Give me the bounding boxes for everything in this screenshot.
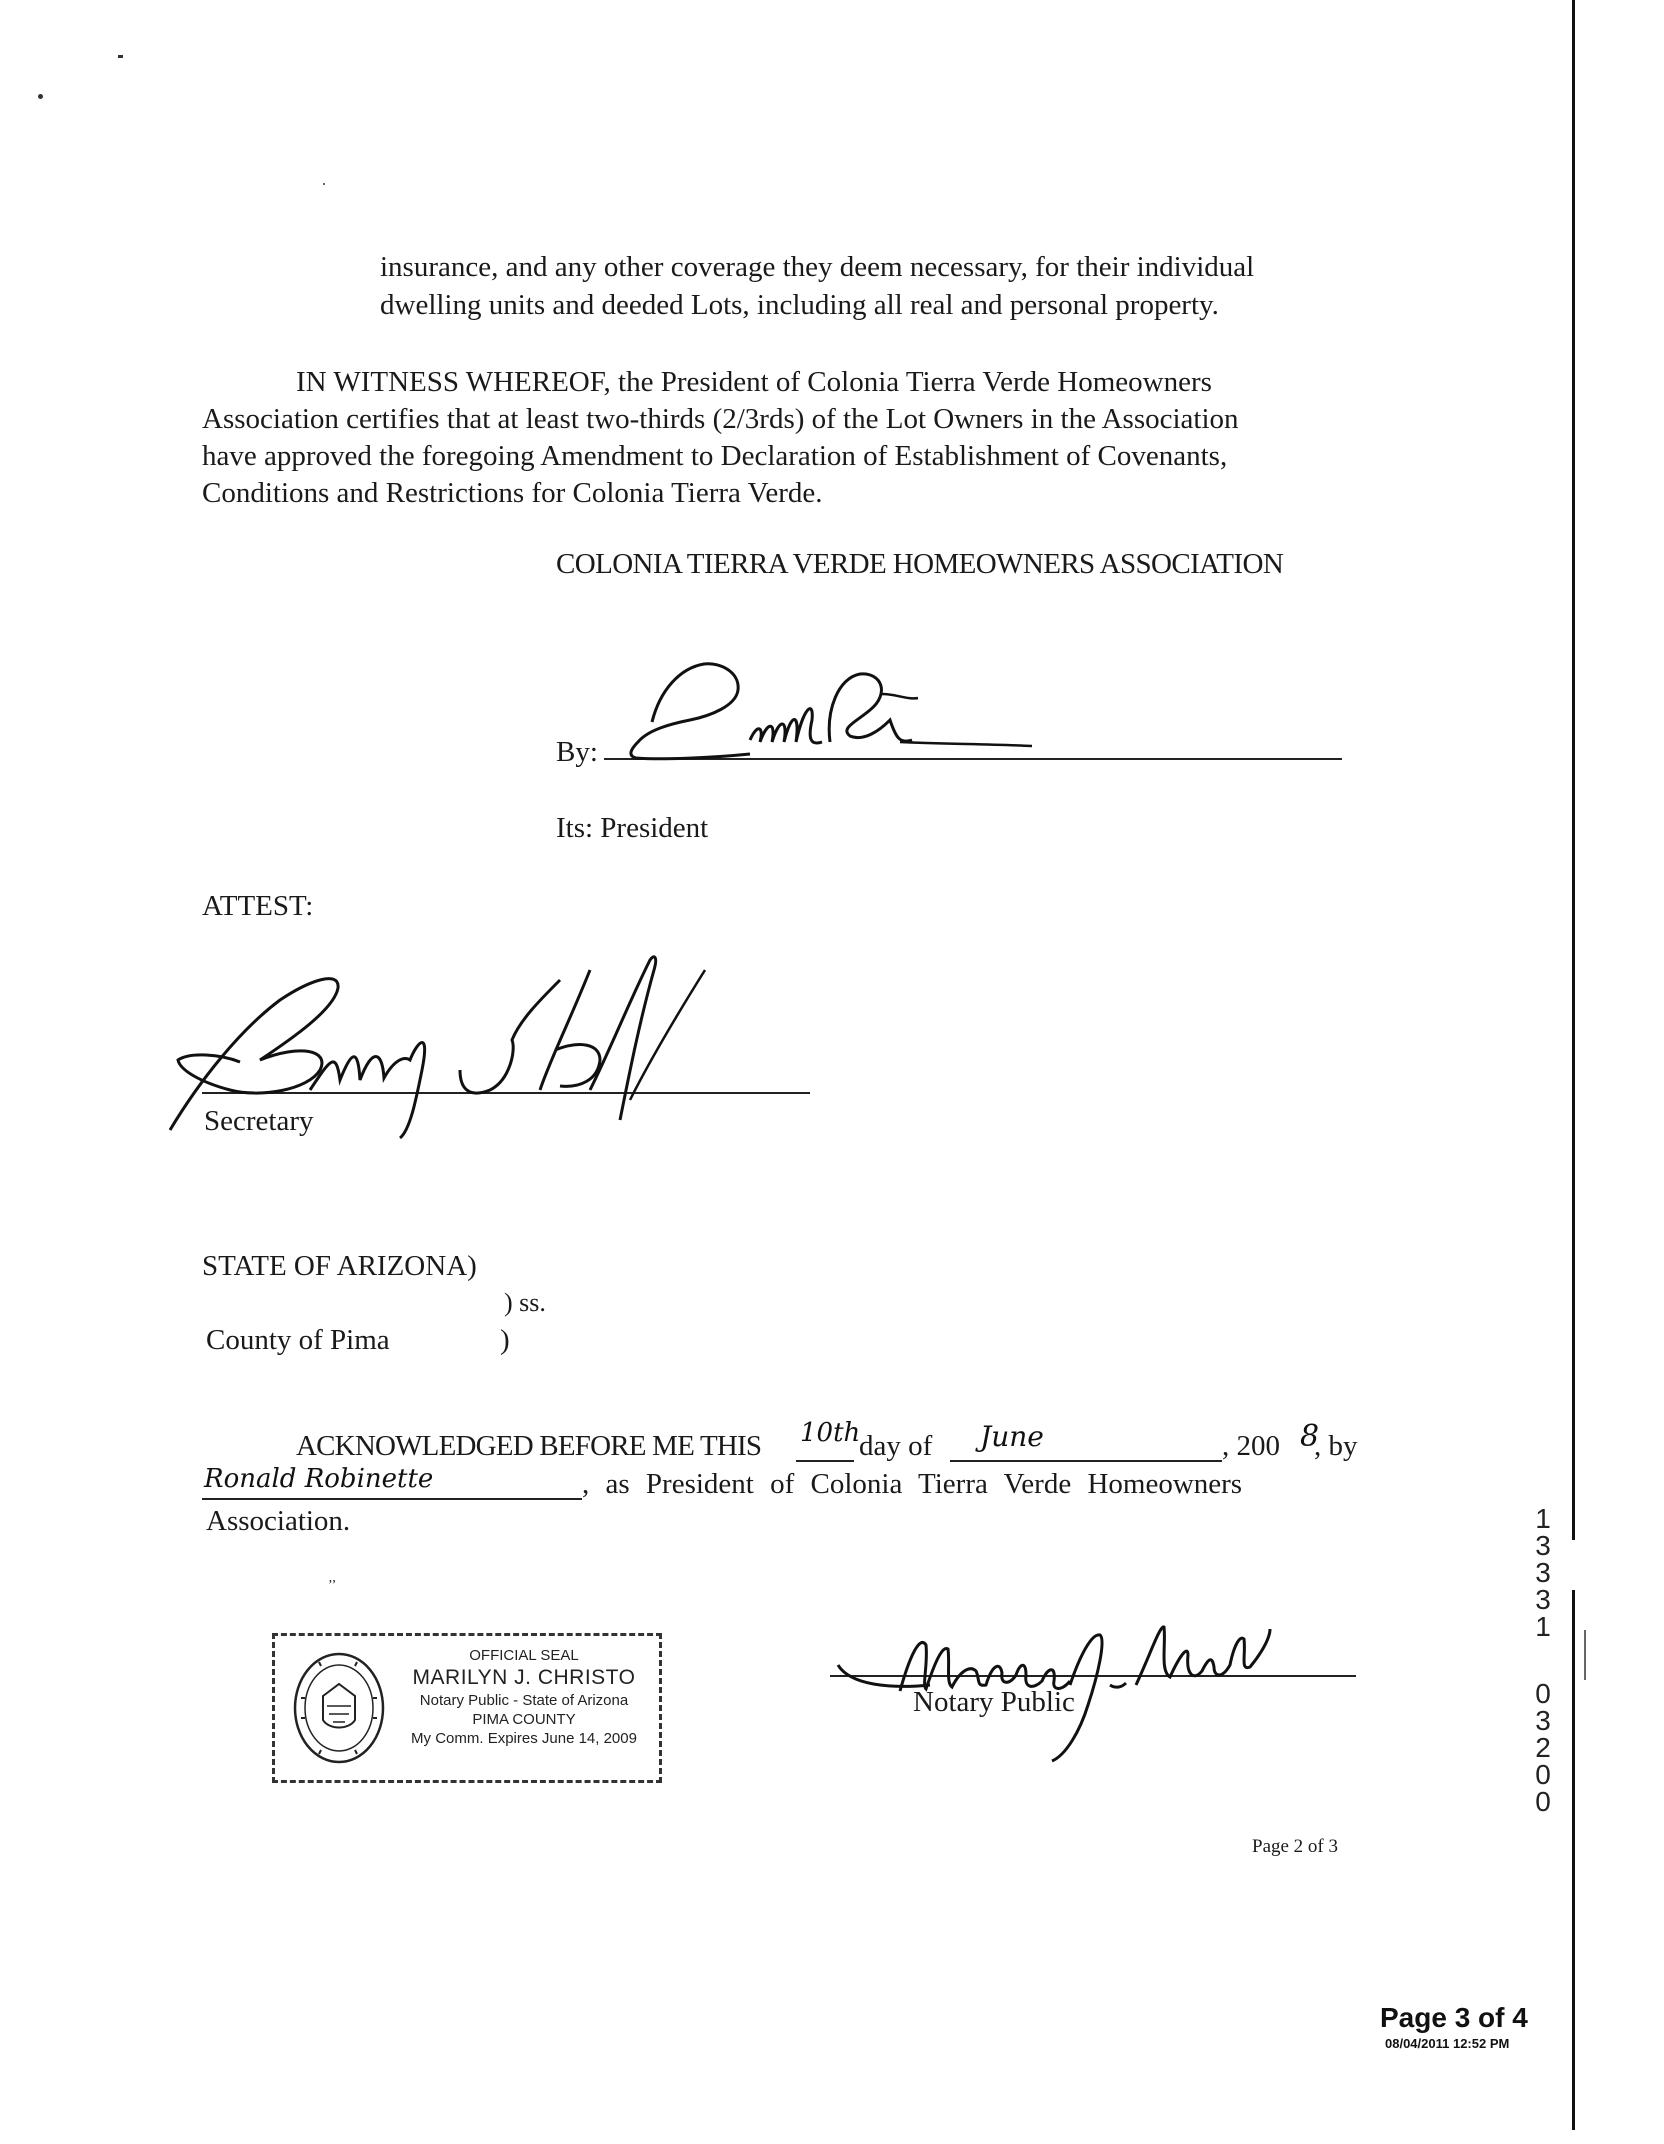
seal-county: PIMA COUNTY [472,1711,576,1728]
seal-notary-name: MARILYN J. CHRISTO [412,1666,636,1689]
page-edge-mark [1584,1630,1586,1680]
recording-stamp [1528,1505,1558,1815]
ack-name-handwritten: Ronald Robinette [204,1464,434,1494]
witness-paragraph-line: Association certifies that at least two-thirds (2/3rds) of the Lot Owners in the Association [202,403,1239,435]
ack-day-blank [796,1460,854,1462]
witness-paragraph-line: have approved the foregoing Amendment to Declaration of Establishment of Covenants, [202,440,1228,472]
scan-mark: ’’ [328,1578,337,1593]
county-of-pima: County of Pima [206,1324,390,1356]
ack-association: Association. [206,1505,351,1537]
secretary-label: Secretary [204,1105,314,1137]
page-edge-line [1572,1590,1575,2130]
recording-stamp-gap [1528,1640,1558,1680]
document-page-number: Page 2 of 3 [1252,1836,1339,1857]
recording-stamp-digit: 3 [1535,1530,1551,1561]
witness-paragraph-line: Conditions and Restrictions for Colonia Tierra Verde. [202,477,823,509]
page-edge-line [1572,0,1575,1540]
scan-speck [38,94,43,99]
recording-stamp-digit: 1 [1535,1611,1551,1642]
recording-stamp-digit: 0 [1535,1759,1551,1790]
recording-stamp-digit: 1 [1535,1503,1551,1534]
its-president-label: Its: President [556,812,709,844]
ack-day-handwritten: 10th [800,1418,861,1448]
ack-role: , as President of Colonia Tierra Verde Homeowners [582,1468,1243,1500]
witness-paragraph-line: IN WITNESS WHEREOF, the President of Colonia Tierra Verde Homeowners [296,366,1212,398]
ack-month-blank [950,1460,1222,1462]
association-name: COLONIA TIERRA VERDE HOMEOWNERS ASSOCIATION [556,548,1284,580]
notary-public-label: Notary Public [913,1686,1075,1718]
seal-notary-state: Notary Public - State of Arizona [419,1692,629,1709]
ack-by: , by [1314,1430,1358,1462]
by-label: By: [556,736,598,768]
ack-year-prefix: , 200 [1222,1430,1280,1462]
recording-stamp-digit: 3 [1535,1705,1551,1736]
seal-title: OFFICIAL SEAL [469,1647,579,1664]
president-signature [600,650,1040,780]
recording-stamp-digit: 0 [1535,1786,1551,1817]
scan-speck [118,55,123,58]
ack-year-digit: 8 [1300,1419,1320,1454]
ss-notation: ) ss. [504,1288,546,1317]
state-of-arizona: STATE OF ARIZONA) [202,1250,477,1282]
attest-label: ATTEST: [202,890,314,922]
ack-name-blank [202,1498,582,1500]
recording-stamp-digit: 3 [1535,1584,1551,1615]
recording-stamp-digit: 0 [1535,1678,1551,1709]
county-paren: ) [500,1324,510,1356]
recording-stamp-digit: 2 [1535,1732,1551,1763]
recording-stamp-digit: 3 [1535,1557,1551,1588]
notary-seal [272,1633,662,1783]
paragraph-insurance-line: dwelling units and deeded Lots, including all real and personal property. [380,289,1219,321]
paragraph-insurance-line: insurance, and any other coverage they deem necessary, for their individual [380,251,1255,283]
footer-page-number: Page 3 of 4 [1380,2002,1528,2033]
arizona-state-seal-icon [289,1648,389,1768]
scan-speck [323,183,325,185]
ack-day-of: day of [859,1430,933,1462]
ack-month-handwritten: June [980,1420,1044,1453]
footer-timestamp: 08/04/2011 12:52 PM [1385,2036,1510,2051]
acknowledgment-prefix: ACKNOWLEDGED BEFORE ME THIS [296,1430,762,1462]
seal-expiration: My Comm. Expires June 14, 2009 [411,1730,637,1747]
